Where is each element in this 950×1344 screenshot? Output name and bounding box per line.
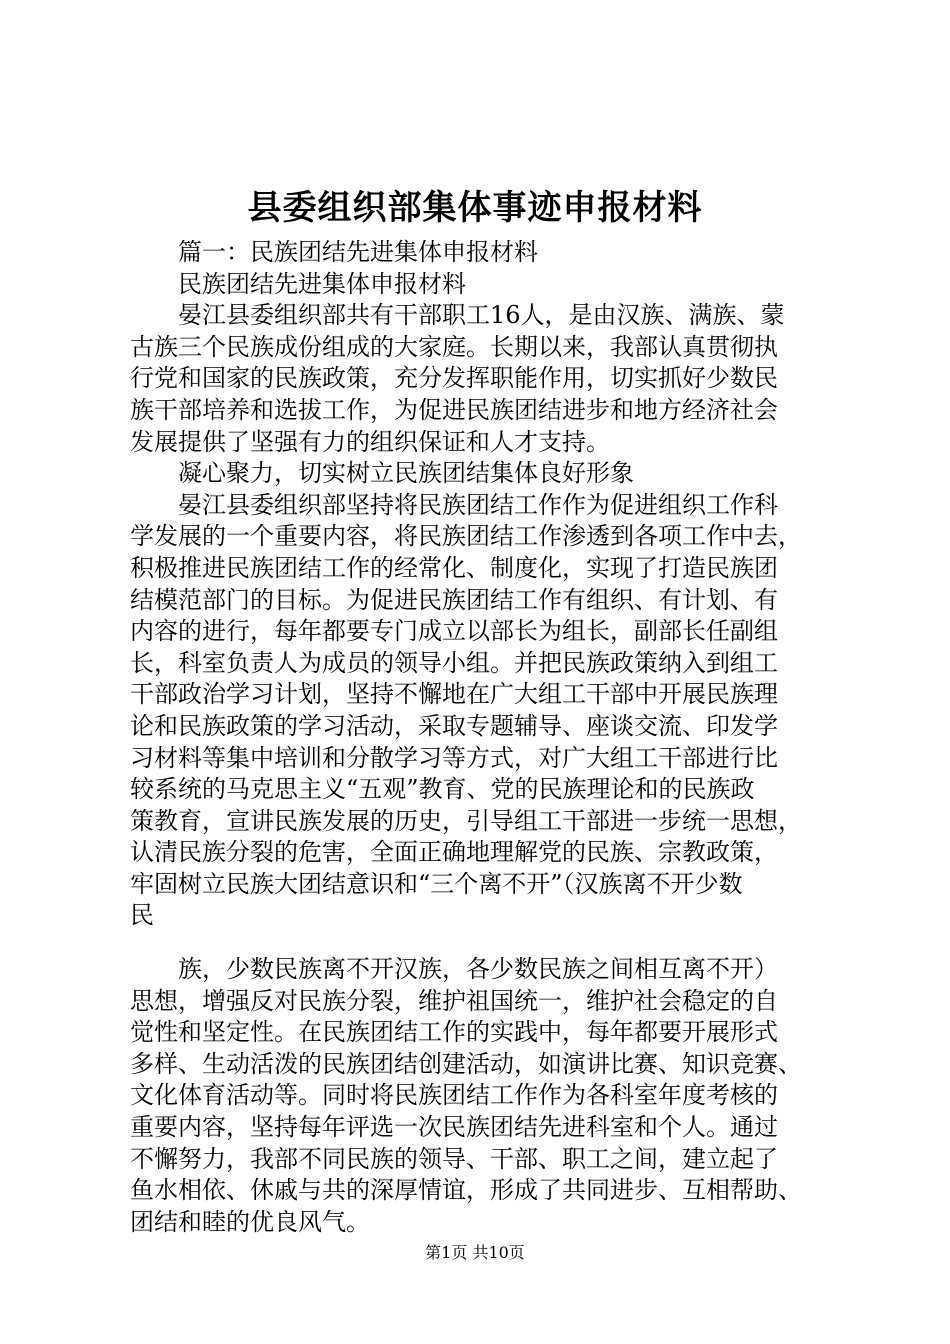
text-line: 重要内容，坚持每年评选一次民族团结先进科室和个人。通过 [130, 1113, 778, 1142]
text-line: 认清民族分裂的危害，全面正确地理解党的民族、宗教政策， [130, 838, 778, 867]
text-line: 策教育，宣讲民族发展的历史，引导组工干部进一步统一思想， [130, 806, 802, 835]
text-line: 晏江县委组织部共有干部职工16人，是由汉族、满族、蒙 [130, 301, 785, 330]
text-line: 牢固树立民族大团结意识和“三个离不开”（汉族离不开少数 [130, 869, 743, 898]
text-line: 行党和国家的民族政策，充分发挥职能作用，切实抓好少数民 [130, 364, 778, 393]
text-line: 多样、生动活泼的民族团结创建活动，如演讲比赛、知识竞赛、 [130, 1049, 802, 1078]
section-gap [130, 932, 842, 954]
text-line: 古族三个民族成份组成的大家庭。长期以来，我部认真贯彻执 [130, 332, 778, 361]
text-line: 晏江县委组织部坚持将民族团结工作作为促进组织工作科 [130, 490, 778, 519]
text-line: 凝心聚力，切实树立民族团结集体良好形象 [130, 459, 634, 488]
text-line: 民 [130, 901, 154, 930]
text-line: 习材料等集中培训和分散学习等方式，对广大组工干部进行比 [130, 743, 778, 772]
text-line: 长，科室负责人为成员的领导小组。并把民族政策纳入到组工 [130, 648, 778, 677]
text-line: 不懈努力，我部不同民族的领导、干部、职工之间，建立起了 [130, 1144, 778, 1173]
body-section-1 [130, 237, 842, 932]
document-title: 县委组织部集体事迹申报材料 [247, 188, 703, 228]
text-line: 结模范部门的目标。为促进民族团结工作有组织、有计划、有 [130, 585, 778, 614]
text-line: 较系统的马克思主义“五观”教育、党的民族理论和的民族政 [130, 775, 755, 804]
text-line: 论和民族政策的学习活动，采取专题辅导、座谈交流、印发学 [130, 711, 778, 740]
text-line: 文化体育活动等。同时将民族团结工作作为各科室年度考核的 [130, 1081, 778, 1110]
text-line: 积极推进民族团结工作的经常化、制度化，实现了打造民族团 [130, 553, 778, 582]
page-footer: 第1页 共10页 [425, 1243, 525, 1262]
text-line: 发展提供了坚强有力的组织保证和人才支持。 [130, 427, 610, 456]
body-section-2 [130, 954, 842, 1238]
document-body [130, 237, 842, 1238]
text-line: 干部政治学习计划，坚持不懈地在广大组工干部中开展民族理 [130, 680, 778, 709]
text-line: 族干部培养和选拔工作，为促进民族团结进步和地方经济社会 [130, 395, 778, 424]
text-line: 篇一：民族团结先进集体申报材料 [130, 238, 538, 266]
text-line: 民族团结先进集体申报材料 [130, 269, 466, 298]
text-line: 思想，增强反对民族分裂，维护祖国统一，维护社会稳定的自 [130, 986, 778, 1015]
text-line: 族，少数民族离不开汉族，各少数民族之间相互离不开） [130, 955, 778, 984]
text-line: 内容的进行，每年都要专门成立以部长为组长，副部长任副组 [130, 617, 778, 646]
text-line: 团结和睦的优良风气。 [130, 1207, 370, 1236]
text-line: 觉性和坚定性。在民族团结工作的实践中，每年都要开展形式 [130, 1018, 778, 1047]
text-line: 鱼水相依、休戚与共的深厚情谊，形成了共同进步、互相帮助、 [130, 1176, 802, 1205]
text-line: 学发展的一个重要内容，将民族团结工作渗透到各项工作中去， [130, 522, 802, 551]
